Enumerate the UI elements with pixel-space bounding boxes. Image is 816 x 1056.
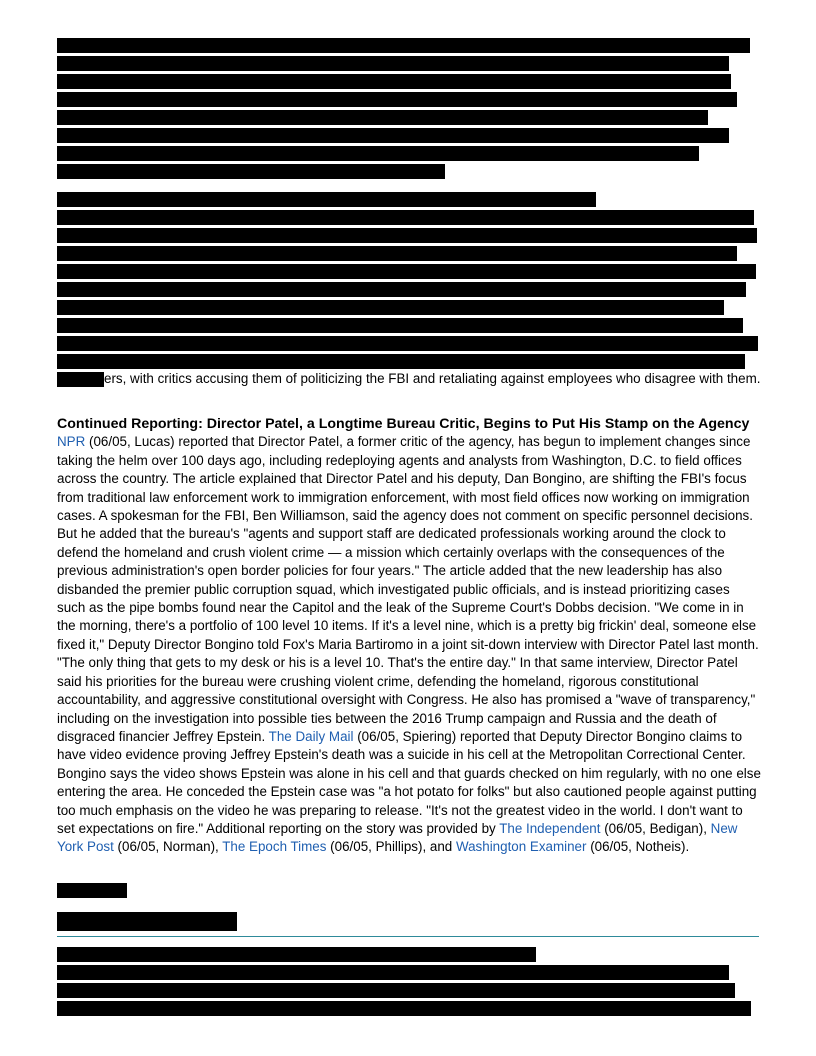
redaction-bar (57, 56, 729, 71)
redaction-bar (57, 282, 746, 297)
redaction-bar (57, 300, 724, 315)
redaction-bar (57, 883, 127, 898)
source-link-npr[interactable]: NPR (57, 434, 86, 450)
redaction-bar (57, 110, 708, 125)
partial-paragraph (57, 370, 761, 388)
redaction-bar (57, 1001, 751, 1016)
redaction-bar (57, 192, 596, 207)
redaction-bar (57, 128, 729, 143)
article-text: (06/05, Norman), (113, 839, 223, 855)
article-heading: Continued Reporting: Director Patel, a Longtime Bureau Critic, Begins to Put His Stamp on the Agency (57, 416, 750, 432)
redaction-bar (57, 38, 750, 53)
article-text: (06/05, Spiering) reported that Deputy Director Bongino claims to have video evidence proving Jeffrey Epstein's death was a suicide in his cell at the Metropolitan Correctional Center. Bongino says the video shows Epstein was alone in his cell and that guards checked on him regularly, with no one else entering the area. He conceded the Epstein case was "a hot potato for folks" but also cautioned people against putting too much emphasis on the video he was preparing to release. "It's not the greatest video in the world. I don't want to set expectations on fire." Additional reporting on the story was provided by (57, 728, 761, 836)
source-link-washington-examiner[interactable]: Washington Examiner (455, 839, 587, 855)
article-text: (06/05, Bedigan), (600, 820, 711, 836)
source-link-independent[interactable]: The Independent (499, 820, 601, 836)
article-text: (06/05, Notheis). (586, 839, 690, 855)
redaction-bar (57, 74, 731, 89)
redaction-bar (57, 264, 756, 279)
redaction-bar (57, 354, 745, 369)
article-text: (06/05, Phillips), and (326, 839, 456, 855)
redaction-bar (57, 983, 735, 998)
redaction-bar (57, 210, 754, 225)
source-link-daily-mail[interactable]: The Daily Mail (268, 728, 354, 744)
source-link-new-york-post[interactable]: New York Post (57, 820, 738, 855)
redaction-bar (57, 228, 757, 243)
partial-paragraph-text: ers, with critics accusing them of politicizing the FBI and retaliating against employees who disagree with them. (104, 371, 761, 386)
redaction-bar (57, 164, 445, 179)
redaction-bar (57, 947, 536, 962)
redaction-bar (57, 318, 743, 333)
redaction-bar (57, 912, 237, 931)
article (57, 415, 761, 857)
article-text: (06/05, Lucas) reported that Director Patel, a former critic of the agency, has begun to implement changes since taking the helm over 100 days ago, including redeploying agents and analysts from Washington, D.C. to field offices across the country. The article explained that Director Patel and his deputy, Dan Bongino, are shifting the FBI's focus from traditional law enforcement work to immigration enforcement, with most field offices now working on immigration cases. A spokesman for the FBI, Ben Williamson, said the agency does not comment on specific personnel decisions. But he added that the bureau's "agents and support staff are dedicated professionals working around the clock to defend the homeland and crush violent crime — a mission which certainly overlaps with the consequences of the previous administration's open border policies for four years." The article added that the new leadership has also disbanded the premier public corruption squad, which investigated public officials, and is instead prioritizing cases such as the pipe bombs found near the Capitol and the leak of the Supreme Court's Dobbs decision. "We come in in the morning, there's a portfolio of 100 level 10 items. If it's a level nine, which is a pretty big frickin' deal, someone else fixed it," Deputy Director Bongino told Fox's Maria Bartiromo in a joint sit-down interview with Director Patel last month. "The only thing that gets to my desk or his is a level 10. That's the entire day." In that same interview, Director Patel said his priorities for the bureau were crushing violent crime, defending the homeland, rigorous constitutional accountability, and aggressive constitutional oversight with Congress. He also has promised a "wave of transparency," including on the investigation into possible ties between the 2016 Trump campaign and Russia and the death of disgraced financier Jeffrey Epstein. (57, 434, 759, 744)
section-divider (57, 936, 759, 937)
article-body (57, 433, 761, 856)
redaction-bar (57, 246, 737, 261)
redaction-bar (57, 336, 758, 351)
redaction-bar (57, 965, 729, 980)
redaction-bar (57, 146, 699, 161)
source-link-epoch-times[interactable]: The Epoch Times (222, 839, 327, 855)
redaction-bar (57, 92, 737, 107)
